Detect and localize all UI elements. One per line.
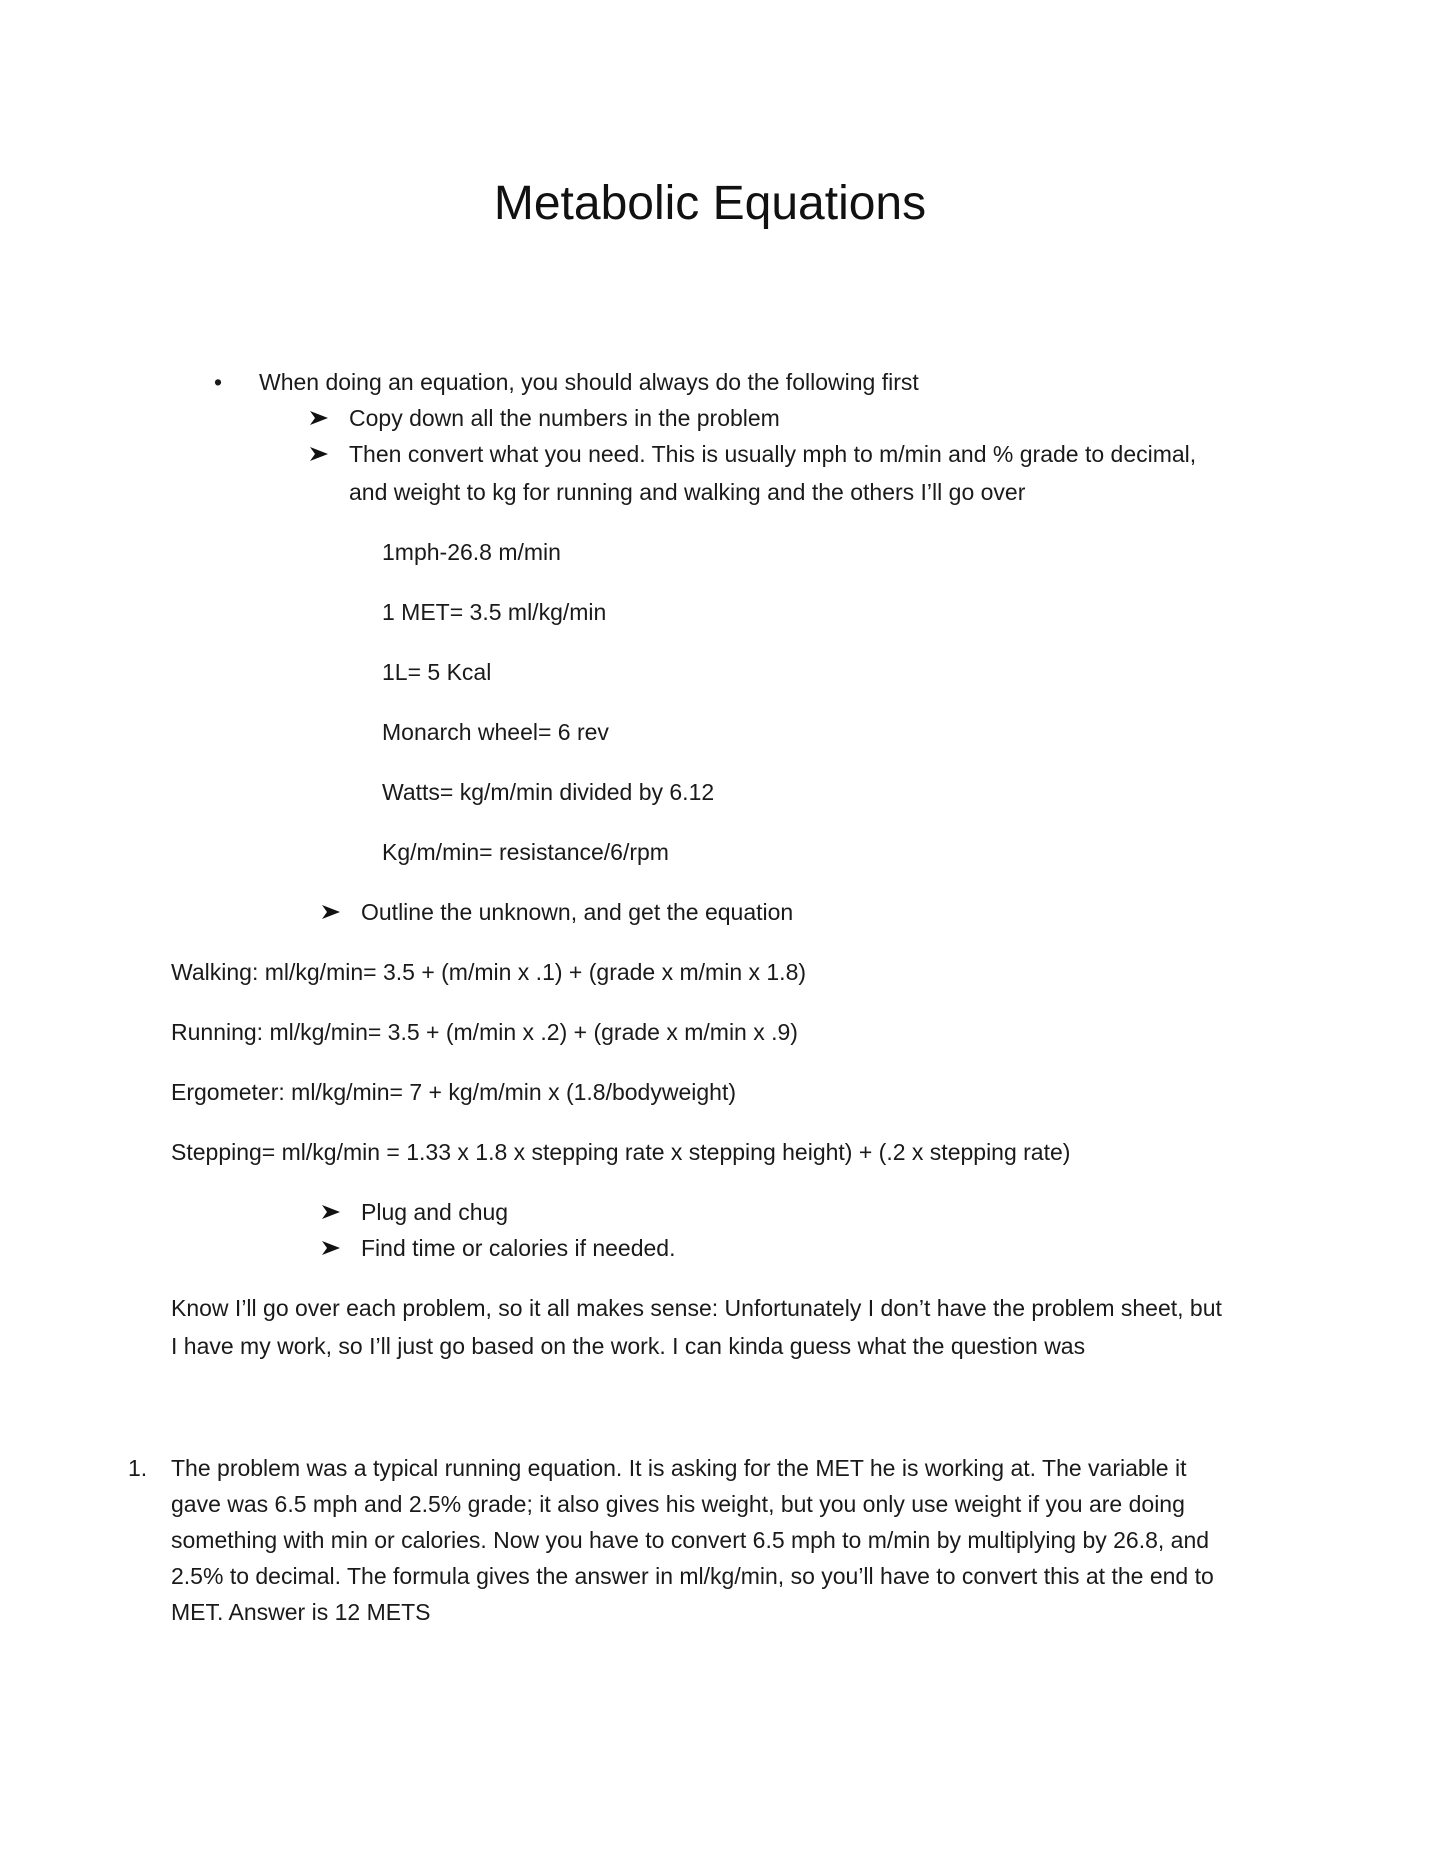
arrow-bullet-icon bbox=[308, 403, 330, 433]
bullet-dot: • bbox=[214, 369, 223, 395]
equation-ergometer: Ergometer: ml/kg/min= 7 + kg/m/min x (1.8/bodyweight) bbox=[171, 1079, 736, 1105]
problem-1-line: gave was 6.5 mph and 2.5% grade; it also gives his weight, but you only use weight if you are doing bbox=[171, 1491, 1185, 1517]
intro-paragraph-line: I have my work, so I’ll just go based on the work. I can kinda guess what the question was bbox=[171, 1333, 1086, 1359]
step-convert: Then convert what you need. This is usually mph to m/min and % grade to decimal, bbox=[349, 441, 1197, 467]
arrow-bullet-icon bbox=[320, 897, 342, 927]
step-convert-continued: and weight to kg for running and walking and the others I’ll go over bbox=[349, 479, 1026, 505]
conversion-met: 1 MET= 3.5 ml/kg/min bbox=[382, 599, 607, 625]
bullet-intro: When doing an equation, you should always do the following first bbox=[259, 369, 919, 395]
problem-number: 1. bbox=[128, 1455, 148, 1481]
conversion-kgmmin: Kg/m/min= resistance/6/rpm bbox=[382, 839, 669, 865]
arrow-bullet-icon bbox=[320, 1233, 342, 1263]
step-plug-chug: Plug and chug bbox=[361, 1199, 509, 1225]
conversion-monarch: Monarch wheel= 6 rev bbox=[382, 719, 609, 745]
conversion-watts: Watts= kg/m/min divided by 6.12 bbox=[382, 779, 715, 805]
step-outline: Outline the unknown, and get the equation bbox=[361, 899, 794, 925]
page-title: Metabolic Equations bbox=[493, 177, 927, 230]
equation-stepping: Stepping= ml/kg/min = 1.33 x 1.8 x stepping rate x stepping height) + (.2 x stepping rate) bbox=[171, 1139, 1071, 1165]
arrow-bullet-icon bbox=[320, 1197, 342, 1227]
problem-1-line: something with min or calories. Now you have to convert 6.5 mph to m/min by multiplying by 26.8, and bbox=[171, 1527, 1210, 1553]
intro-paragraph-line: Know I’ll go over each problem, so it all makes sense: Unfortunately I don’t have the problem sheet, but bbox=[171, 1295, 1222, 1321]
problem-1-line: The problem was a typical running equation. It is asking for the MET he is working at. The variable it bbox=[171, 1455, 1187, 1481]
arrow-bullet-icon bbox=[308, 439, 330, 469]
problem-1-line: 2.5% to decimal. The formula gives the answer in ml/kg/min, so you’ll have to convert this at the end to bbox=[171, 1563, 1214, 1589]
problem-1-line: MET. Answer is 12 METS bbox=[171, 1599, 431, 1625]
conversion-mph: 1mph-26.8 m/min bbox=[382, 539, 561, 565]
conversion-liter: 1L= 5 Kcal bbox=[382, 659, 492, 685]
equation-running: Running: ml/kg/min= 3.5 + (m/min x .2) + (grade x m/min x .9) bbox=[171, 1019, 798, 1045]
equation-walking: Walking: ml/kg/min= 3.5 + (m/min x .1) + (grade x m/min x 1.8) bbox=[171, 959, 807, 985]
step-find-time: Find time or calories if needed. bbox=[361, 1235, 676, 1261]
step-copy-numbers: Copy down all the numbers in the problem bbox=[349, 405, 780, 431]
